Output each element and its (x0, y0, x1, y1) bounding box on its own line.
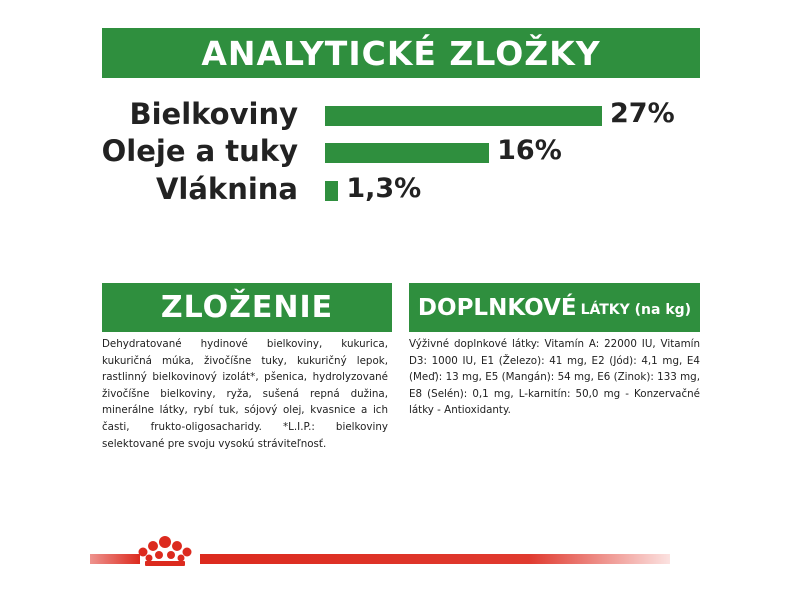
footer-line-right (200, 554, 670, 564)
crown-icon (133, 533, 197, 571)
additives-text: Výživné doplnkové látky: Vitamín A: 22000 IU, Vitamín D3: 1000 IU, E1 (Železo): 41 mg, E2 (Jód): 4,1 mg, E4 (Meď): 13 mg, E5 (Mangán): 54 mg, E6 (Zinok): 133 mg, E8 (Selén): 0,1 mg, L-karnitín: 50,0 mg - Konzervačné látky - Antioxidanty. (409, 338, 700, 417)
analytic-components-title: ANALYTICKÉ ZLOŽKY (102, 28, 700, 78)
composition-text: Dehydratované hydinové bielkoviny, kukurica, kukuričná múka, živočíšne tuky, kukuričný lepok, rastlinný bielkovinový izolát*, pšenica, hydrolyzované živočíšne bielkoviny, ryža, sušená repná dužina, minerálne látky, rybí tuk, sójový olej, kvasnice a ich časti, frukto-oligosacharidy. *L.I.P.: bielkoviny selektované pre svoju vysokú stráviteľnosť. (102, 338, 388, 450)
nutrient-label: Oleje a tuky (101, 134, 298, 168)
nutrient-label: Vláknina (155, 172, 298, 206)
nutrient-value: 16% (497, 135, 562, 166)
nutrient-label: Bielkoviny (129, 97, 298, 131)
additives-title (409, 283, 700, 332)
additives-title-sub: LÁTKY (na kg) (580, 301, 692, 318)
nutrient-value: 27% (610, 98, 675, 129)
nutrient-row-fat (0, 133, 791, 169)
nutrient-bar (325, 181, 338, 201)
nutrient-row-protein (0, 96, 791, 132)
nutrient-bar (325, 106, 602, 126)
composition-title: ZLOŽENIE (102, 283, 392, 332)
nutrient-value: 1,3% (346, 173, 422, 204)
additives-title-main: DOPLNKOVÉ (417, 294, 577, 321)
nutrient-bar (325, 143, 489, 163)
nutrient-row-fiber (0, 171, 791, 207)
